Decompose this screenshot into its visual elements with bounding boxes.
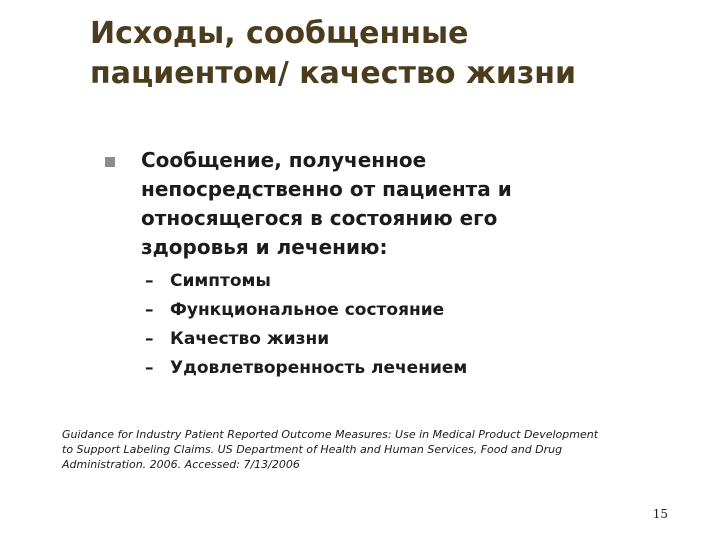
reference-citation — [62, 427, 682, 472]
sub-bullet-list — [145, 267, 467, 383]
dash-bullet-icon: – — [145, 358, 154, 378]
main-bullet-line-4: здоровья и лечению: — [141, 235, 388, 259]
main-bullet-line-1: Сообщение, полученное — [141, 148, 427, 172]
sub-bullet-item — [145, 354, 467, 383]
main-bullet-text — [141, 146, 645, 262]
dash-bullet-icon: – — [145, 329, 154, 349]
main-bullet-line-3: относящегося в состоянию его — [141, 206, 498, 230]
sub-bullet-item — [145, 296, 467, 325]
sub-bullet-label: Симптомы — [170, 271, 271, 291]
square-bullet-icon — [105, 157, 115, 167]
main-bullet — [105, 146, 645, 262]
sub-bullet-item — [145, 325, 467, 354]
sub-bullet-label: Функциональное состояние — [170, 300, 445, 320]
slide-title-line-1: Исходы, сообщенные — [90, 16, 469, 51]
dash-bullet-icon: – — [145, 300, 154, 320]
sub-bullet-label: Качество жизни — [170, 329, 330, 349]
page-number: 15 — [652, 507, 668, 521]
reference-line-1: Guidance for Industry Patient Reported Outcome Measures: Use in Medical Product Development — [62, 428, 599, 441]
main-bullet-line-2: непосредственно от пациента и — [141, 177, 512, 201]
slide-title-line-2: пациентом/ качество жизни — [90, 56, 577, 91]
slide-title — [90, 14, 690, 94]
reference-line-3: Administration. 2006. Accessed: 7/13/2006 — [62, 458, 300, 471]
sub-bullet-item — [145, 267, 467, 296]
dash-bullet-icon: – — [145, 271, 154, 291]
reference-line-2: to Support Labeling Claims. US Department of Health and Human Services, Food and Drug — [62, 443, 563, 456]
sub-bullet-label: Удовлетворенность лечением — [170, 358, 468, 378]
